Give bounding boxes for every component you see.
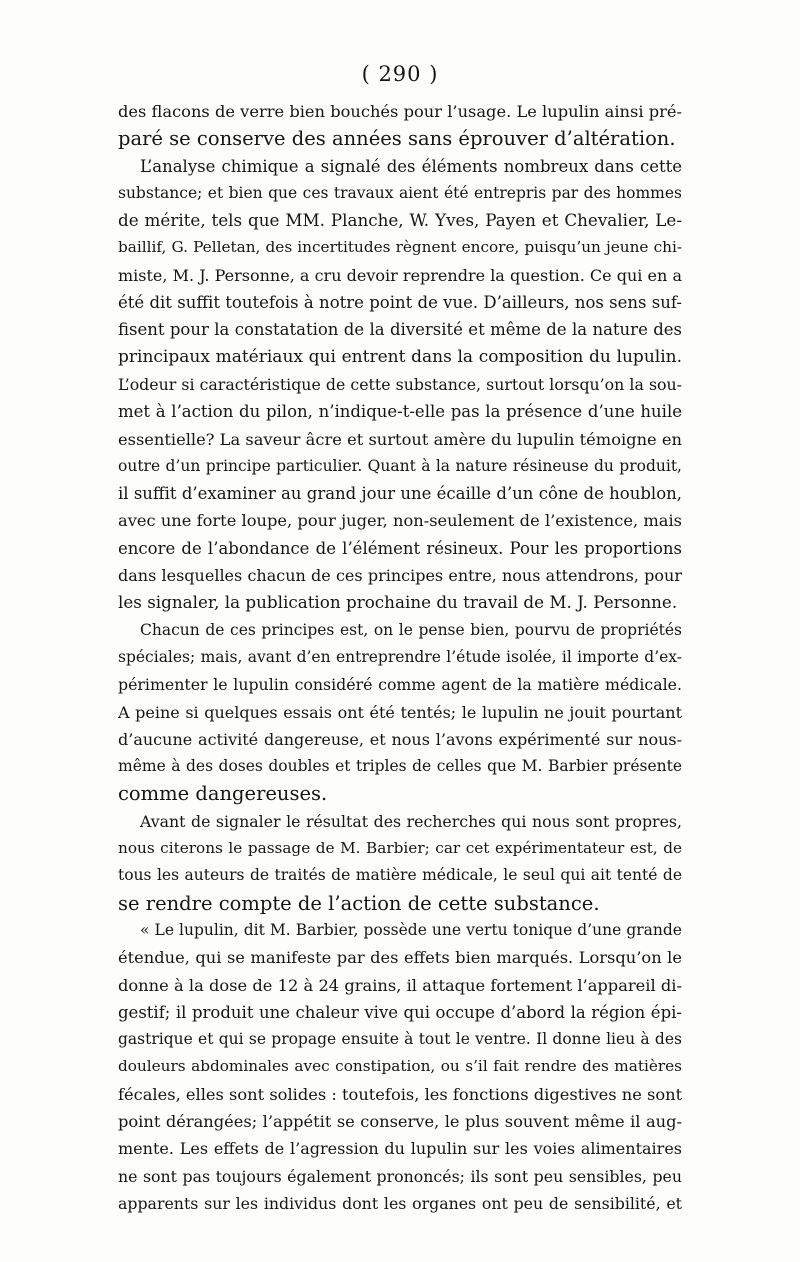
text-line: été dit suffit toutefois à notre point de vue. D’ailleurs, nos sens suf- — [118, 293, 682, 313]
text-line: les signaler, la publication prochaine du travail de M. J. Personne. — [118, 592, 678, 613]
text-line: d’aucune activité dangereuse, et nous l’avons expérimenté sur nous- — [118, 729, 682, 749]
text-line: étendue, qui se manifeste par des effets bien marqués. Lorsqu’on le — [118, 948, 682, 968]
text-line: comme dangereuses. — [118, 782, 328, 806]
text-line: L’odeur si caractéristique de cette substance, surtout lorsqu’on la sou- — [118, 374, 682, 394]
text-line: même à des doses doubles et triples de celles que M. Barbier présente — [118, 757, 682, 776]
text-line: fécales, elles sont solides : toutefois, les fonctions digestives ne sont — [118, 1084, 682, 1104]
page-number: ( 290 ) — [361, 62, 439, 86]
text-line: tous les auteurs de traités de matière médicale, le seul qui ait tenté de — [118, 866, 682, 885]
text-line: essentielle? La saveur âcre et surtout amère du lupulin témoigne en — [118, 429, 682, 449]
text-line: il suffit d’examiner au grand jour une écaille d’un cône de houblon, — [118, 484, 682, 504]
text-line: se rendre compte de l’action de cette substance. — [118, 891, 600, 915]
text-line: met à l’action du pilon, n’indique-t-elle pas la présence d’une huile — [118, 402, 682, 422]
text-line: encore de l’abondance de l’élément résineux. Pour les proportions — [118, 538, 682, 558]
text-line: douleurs abdominales avec constipation, ou s’il fait rendre des matières — [118, 1057, 682, 1076]
text-line: mente. Les effets de l’agression du lupulin sur les voies alimentaires — [118, 1139, 682, 1159]
text-line: Avant de signaler le résultat des recherches qui nous sont propres, — [140, 811, 682, 831]
text-line: des flacons de verre bien bouchés pour l’usage. Le lupulin ainsi pré- — [118, 102, 682, 121]
body-text — [118, 98, 682, 1217]
text-line: nous citerons le passage de M. Barbier; car cet expérimentateur est, de — [118, 839, 682, 858]
text-line: périmenter le lupulin considéré comme agent de la matière médicale. — [118, 675, 682, 695]
text-line: donne à la dose de 12 à 24 grains, il attaque fortement l’appareil di- — [118, 975, 682, 995]
text-line: gastrique et qui se propage ensuite à tout le ventre. Il donne lieu à des — [118, 1030, 682, 1049]
text-line: dans lesquelles chacun de ces principes entre, nous attendrons, pour — [118, 566, 682, 586]
text-line: L’analyse chimique a signalé des éléments nombreux dans cette — [140, 156, 682, 176]
text-line: apparents sur les individus dont les organes ont peu de sensibilité, et — [118, 1193, 682, 1213]
text-line: miste, M. J. Personne, a cru devoir reprendre la question. Ce qui en a — [118, 265, 682, 285]
text-line: substance; et bien que ces travaux aient été entrepris par des hommes — [118, 183, 682, 202]
text-line: gestif; il produit une chaleur vive qui occupe d’abord la région épi- — [118, 1002, 682, 1022]
text-line: principaux matériaux qui entrent dans la composition du lupulin. — [118, 346, 682, 367]
text-line: avec une forte loupe, pour juger, non-seulement de l’existence, mais — [118, 511, 682, 531]
text-line: fisent pour la constatation de la diversité et même de la nature des — [118, 320, 682, 340]
text-line: de mérite, tels que MM. Planche, W. Yves, Payen et Chevalier, Le- — [118, 210, 682, 231]
text-line: baillif, G. Pelletan, des incertitudes règnent encore, puisqu’un jeune chi- — [118, 238, 682, 257]
text-line: point dérangées; l’appétit se conserve, le plus souvent même il aug- — [118, 1111, 682, 1131]
text-line: A peine si quelques essais ont été tentés; le lupulin ne jouit pourtant — [118, 702, 682, 722]
text-line: outre d’un principe particulier. Quant à la nature résineuse du produit, — [118, 456, 682, 475]
text-line: Chacun de ces principes est, on le pense bien, pourvu de propriétés — [140, 620, 682, 639]
text-line: « Le lupulin, dit M. Barbier, possède une vertu tonique d’une grande — [140, 920, 682, 939]
text-line: spéciales; mais, avant d’en entreprendre l’étude isolée, il importe d’ex- — [118, 647, 682, 666]
text-line: ne sont pas toujours également prononcés; ils sont peu sensibles, peu — [118, 1166, 682, 1186]
text-line: paré se conserve des années sans éprouver d’altération. — [118, 127, 676, 151]
